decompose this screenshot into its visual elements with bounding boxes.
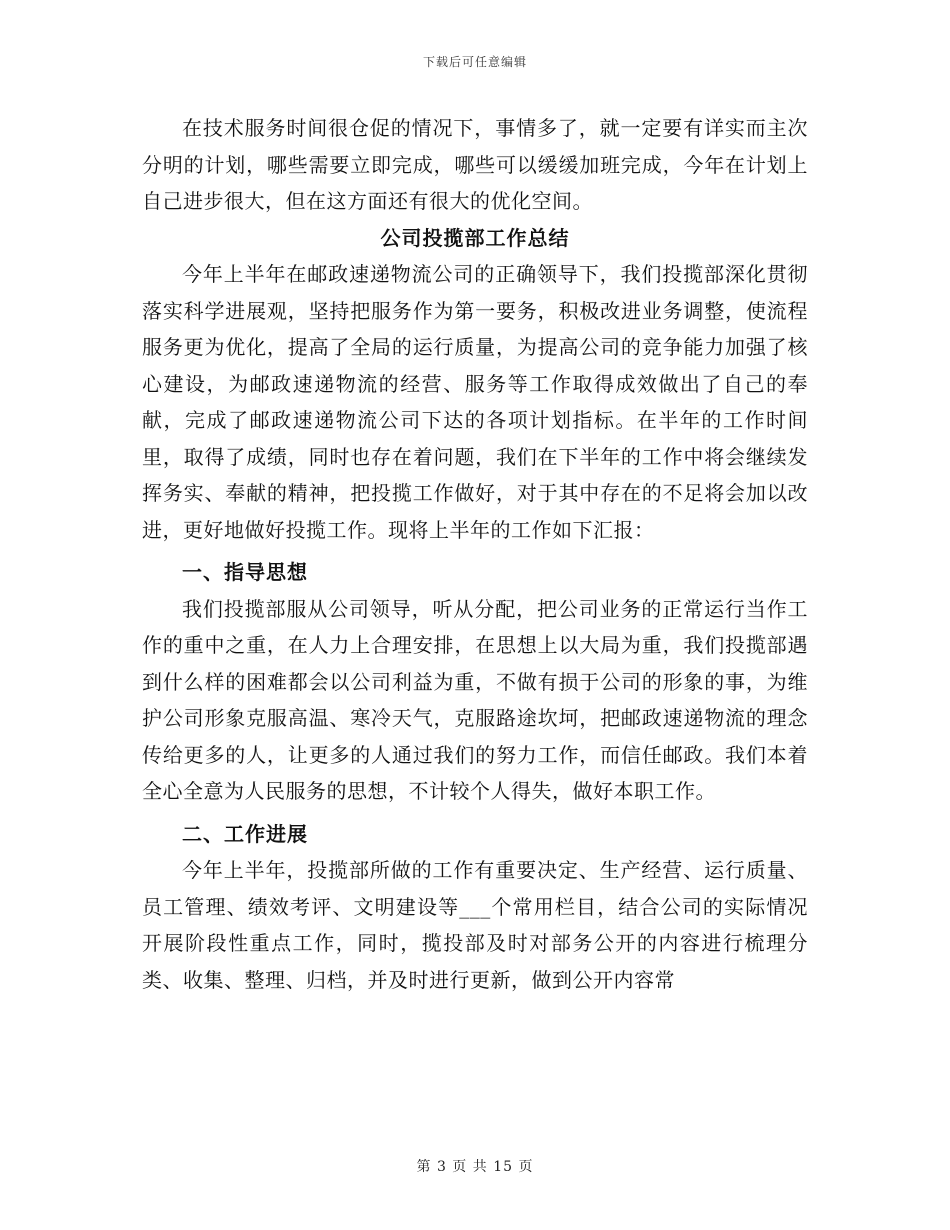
section-body-work-progress: 今年上半年，投揽部所做的工作有重要决定、生产经营、运行质量、员工管理、绩效考评、文明建设等___个常用栏目，结合公司的实际情况开展阶段性重点工作，同时，揽投部及时对部务公开的内容进行梳理分类、收集、整理、归档，并及时进行更新，做到公开内容常 bbox=[142, 858, 808, 992]
page-header: 下载后可任意编辑 bbox=[422, 55, 527, 69]
intro-paragraph: 在技术服务时间很仓促的情况下，事情多了，就一定要有详实而主次分明的计划，哪些需要立即完成，哪些可以缓缓加班完成，今年在计划上自己进步很大，但在这方面还有很大的优化空间。 bbox=[142, 116, 808, 213]
document-title: 公司投揽部工作总结 bbox=[380, 225, 570, 250]
opening-paragraph: 今年上半年在邮政速递物流公司的正确领导下，我们投揽部深化贯彻落实科学进展观，坚持把服务作为第一要务，积极改进业务调整，使流程服务更为优化，提高了全局的运行质量，为提高公司的竞争能力加强了核心建设，为邮政速递物流的经营、服务等工作取得成效做出了自己的奉献，完成了邮政速递物流公司下达的各项计划指标。在半年的工作时间里，取得了成绩，同时也存在着问题，我们在下半年的工作中将会继续发挥务实、奉献的精神，把投揽工作做好，对于其中存在的不足将会加以改进，更好地做好投揽工作。现将上半年的工作如下汇报： bbox=[142, 262, 808, 542]
document-body bbox=[142, 110, 808, 998]
section-heading-guiding-thought: 一、指导思想 bbox=[182, 560, 308, 584]
section-heading-work-progress: 二、工作进展 bbox=[182, 821, 308, 846]
page-number-footer: 第 3 页 共 15 页 bbox=[416, 1159, 534, 1175]
section-body-guiding-thought: 我们投揽部服从公司领导，听从分配，把公司业务的正常运行当作工作的重中之重，在人力上合理安排，在思想上以大局为重，我们投揽部遇到什么样的困难都会以公司利益为重，不做有损于公司的形象的事，为维护公司形象克服高温、寒冷天气，克服路途坎坷，把邮政速递物流的理念传给更多的人，让更多的人通过我们的努力工作，而信任邮政。我们本着全心全意为人民服务的思想，不计较个人得失，做好本职工作。 bbox=[142, 596, 808, 803]
